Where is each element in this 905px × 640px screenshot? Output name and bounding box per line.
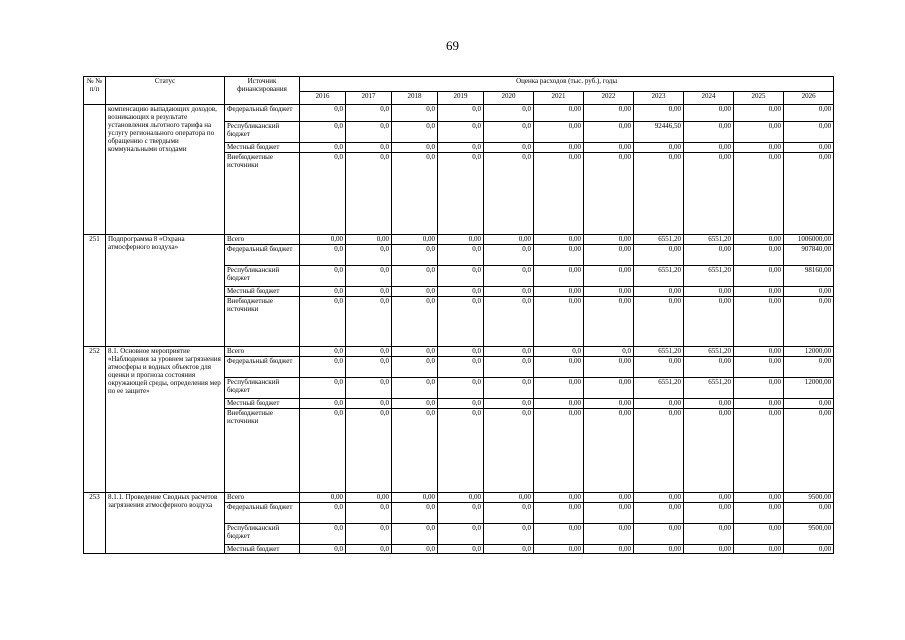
value-cell: 0,00	[584, 378, 634, 399]
value-cell: 0,0	[346, 378, 392, 399]
value-cell: 0,0	[392, 143, 438, 153]
row-number: 251	[84, 235, 106, 347]
value-cell: 0,0	[392, 545, 438, 554]
value-cell: 0,0	[438, 357, 484, 378]
value-cell: 0,0	[392, 409, 438, 493]
value-cell: 0,00	[634, 105, 684, 122]
value-cell: 0,00	[634, 545, 684, 554]
value-cell: 98160,00	[784, 266, 834, 287]
value-cell: 0,00	[784, 399, 834, 409]
value-cell: 0,0	[346, 105, 392, 122]
value-cell: 0,0	[484, 524, 534, 545]
value-cell: 0,00	[534, 153, 584, 235]
value-cell: 0,0	[300, 287, 346, 297]
value-cell: 0,00	[734, 399, 784, 409]
value-cell: 0,00	[534, 143, 584, 153]
value-cell: 0,0	[484, 297, 534, 347]
value-cell: 0,0	[346, 399, 392, 409]
value-cell: 0,0	[438, 347, 484, 357]
value-cell: 0,00	[392, 493, 438, 503]
value-cell: 6551,20	[634, 378, 684, 399]
value-cell: 0,0	[300, 357, 346, 378]
funding-source-cell: Местный бюджет	[225, 143, 300, 153]
value-cell: 0,00	[684, 409, 734, 493]
table-row	[84, 347, 834, 357]
value-cell: 0,00	[784, 287, 834, 297]
value-cell: 6551,20	[684, 347, 734, 357]
value-cell: 0,0	[392, 399, 438, 409]
value-cell: 0,0	[300, 378, 346, 399]
value-cell: 0,0	[346, 357, 392, 378]
value-cell: 0,00	[784, 545, 834, 554]
value-cell: 0,00	[534, 524, 584, 545]
value-cell: 0,00	[584, 287, 634, 297]
value-cell: 0,00	[784, 122, 834, 143]
funding-source-cell: Республиканский бюджет	[225, 266, 300, 287]
value-cell: 0,00	[734, 545, 784, 554]
value-cell: 0,00	[634, 409, 684, 493]
value-cell: 0,0	[392, 524, 438, 545]
budget-table	[83, 76, 834, 554]
value-cell: 0,00	[534, 409, 584, 493]
value-cell: 0,0	[346, 524, 392, 545]
value-cell: 0,00	[392, 235, 438, 245]
funding-source-cell: Местный бюджет	[225, 287, 300, 297]
value-cell: 0,00	[346, 235, 392, 245]
funding-source-cell: Внебюджетные источники	[225, 409, 300, 493]
value-cell: 0,0	[484, 503, 534, 524]
value-cell: 0,00	[684, 493, 734, 503]
value-cell: 0,0	[346, 245, 392, 266]
funding-source-cell: Всего	[225, 347, 300, 357]
value-cell: 0,0	[346, 287, 392, 297]
value-cell: 0,0	[438, 297, 484, 347]
value-cell: 0,0	[438, 409, 484, 493]
value-cell: 0,00	[734, 409, 784, 493]
value-cell: 0,00	[584, 266, 634, 287]
value-cell: 0,0	[392, 245, 438, 266]
header-status: Статус	[106, 77, 225, 105]
value-cell: 6551,20	[634, 266, 684, 287]
value-cell: 0,00	[784, 105, 834, 122]
table-row	[84, 493, 834, 503]
value-cell: 0,0	[484, 545, 534, 554]
value-cell: 0,0	[484, 378, 534, 399]
value-cell: 0,00	[734, 357, 784, 378]
value-cell: 0,00	[584, 524, 634, 545]
value-cell: 0,00	[734, 153, 784, 235]
value-cell: 0,00	[534, 357, 584, 378]
value-cell: 0,00	[684, 105, 734, 122]
value-cell: 0,0	[484, 347, 534, 357]
value-cell: 0,00	[634, 493, 684, 503]
value-cell: 0,00	[784, 409, 834, 493]
value-cell: 0,00	[584, 357, 634, 378]
value-cell: 0,00	[734, 503, 784, 524]
value-cell: 0,0	[300, 503, 346, 524]
value-cell: 0,00	[684, 399, 734, 409]
row-number	[84, 105, 106, 235]
value-cell: 0,0	[392, 347, 438, 357]
value-cell: 0,00	[634, 297, 684, 347]
value-cell: 0,00	[438, 493, 484, 503]
value-cell: 0,0	[438, 122, 484, 143]
value-cell: 0,00	[484, 235, 534, 245]
value-cell: 0,0	[484, 122, 534, 143]
value-cell: 0,0	[438, 399, 484, 409]
value-cell: 0,00	[734, 143, 784, 153]
value-cell: 0,00	[784, 503, 834, 524]
funding-source-cell: Местный бюджет	[225, 545, 300, 554]
value-cell: 0,00	[584, 409, 634, 493]
value-cell: 6551,20	[634, 235, 684, 245]
header-year: 2019	[438, 92, 484, 105]
value-cell: 907840,00	[784, 245, 834, 266]
value-cell: 0,0	[438, 378, 484, 399]
value-cell: 0,0	[392, 287, 438, 297]
value-cell: 0,00	[346, 493, 392, 503]
value-cell: 0,00	[684, 287, 734, 297]
value-cell: 0,00	[584, 297, 634, 347]
value-cell: 6551,20	[684, 378, 734, 399]
value-cell: 0,00	[634, 357, 684, 378]
value-cell: 0,00	[734, 297, 784, 347]
value-cell: 0,00	[684, 153, 734, 235]
page-number: 69	[446, 38, 459, 53]
value-cell: 0,00	[534, 287, 584, 297]
funding-source-cell: Республиканский бюджет	[225, 122, 300, 143]
value-cell: 0,0	[438, 105, 484, 122]
value-cell: 0,0	[484, 399, 534, 409]
value-cell: 92446,50	[634, 122, 684, 143]
value-cell: 0,0	[484, 357, 534, 378]
value-cell: 0,0	[392, 266, 438, 287]
status-cell: 8.1.1. Проведение Сводных расчетов загрязнения атмосферного воздуха	[106, 493, 225, 554]
value-cell: 0,00	[534, 122, 584, 143]
value-cell: 0,00	[534, 399, 584, 409]
table-row	[84, 105, 834, 122]
header-num: № № п/п	[84, 77, 106, 105]
value-cell: 0,0	[438, 545, 484, 554]
value-cell: 0,00	[584, 545, 634, 554]
header-year: 2017	[346, 92, 392, 105]
value-cell: 0,0	[438, 524, 484, 545]
value-cell: 0,0	[484, 143, 534, 153]
value-cell: 0,00	[684, 245, 734, 266]
value-cell: 0,0	[484, 287, 534, 297]
value-cell: 0,00	[584, 493, 634, 503]
value-cell: 0,00	[634, 287, 684, 297]
value-cell: 0,00	[584, 122, 634, 143]
value-cell: 0,00	[684, 143, 734, 153]
status-cell: компенсацию выпадающих доходов, возникающих в результате установления льготного тарифа на услугу регионального оператора по обращению с твердыми коммунальными отходами	[106, 105, 225, 235]
value-cell: 0,00	[634, 503, 684, 524]
row-number: 252	[84, 347, 106, 493]
value-cell: 0,0	[346, 153, 392, 235]
value-cell: 0,0	[584, 347, 634, 357]
value-cell: 0,0	[392, 153, 438, 235]
header-year: 2021	[534, 92, 584, 105]
table-body	[84, 105, 834, 554]
funding-source-cell: Республиканский бюджет	[225, 524, 300, 545]
value-cell: 0,0	[438, 153, 484, 235]
value-cell: 0,0	[300, 143, 346, 153]
value-cell: 0,00	[634, 245, 684, 266]
value-cell: 0,0	[484, 153, 534, 235]
value-cell: 0,0	[534, 347, 584, 357]
value-cell: 0,00	[734, 493, 784, 503]
value-cell: 0,00	[734, 266, 784, 287]
header-year: 2026	[784, 92, 834, 105]
value-cell: 0,00	[734, 347, 784, 357]
status-cell: 8.1. Основное мероприятие «Наблюдения за уровнем загрязнения атмосферы и водных объектов для оценки и прогноза состояния окружающей среды, определения мер по ее защите»	[106, 347, 225, 493]
value-cell: 0,00	[684, 297, 734, 347]
funding-source-cell: Республиканский бюджет	[225, 378, 300, 399]
value-cell: 0,0	[300, 122, 346, 143]
value-cell: 0,0	[346, 122, 392, 143]
funding-source-cell: Всего	[225, 493, 300, 503]
value-cell: 0,0	[438, 287, 484, 297]
value-cell: 0,00	[534, 378, 584, 399]
value-cell: 0,00	[584, 399, 634, 409]
value-cell: 0,0	[300, 105, 346, 122]
value-cell: 0,0	[438, 266, 484, 287]
value-cell: 0,00	[584, 105, 634, 122]
value-cell: 0,00	[300, 235, 346, 245]
value-cell: 0,00	[534, 545, 584, 554]
row-number: 253	[84, 493, 106, 554]
value-cell: 0,00	[684, 122, 734, 143]
value-cell: 0,00	[584, 503, 634, 524]
value-cell: 0,0	[300, 524, 346, 545]
value-cell: 0,00	[534, 266, 584, 287]
value-cell: 0,00	[734, 524, 784, 545]
value-cell: 0,00	[684, 545, 734, 554]
value-cell: 0,00	[584, 143, 634, 153]
value-cell: 0,00	[584, 153, 634, 235]
value-cell: 0,0	[300, 409, 346, 493]
value-cell: 12000,00	[784, 378, 834, 399]
value-cell: 0,0	[346, 347, 392, 357]
value-cell: 9500,00	[784, 493, 834, 503]
value-cell: 0,0	[392, 122, 438, 143]
value-cell: 0,00	[534, 245, 584, 266]
header-source: Источник финансирования	[225, 77, 300, 105]
header-year: 2022	[584, 92, 634, 105]
value-cell: 0,00	[784, 297, 834, 347]
header-year: 2020	[484, 92, 534, 105]
value-cell: 0,0	[346, 143, 392, 153]
value-cell: 0,00	[684, 357, 734, 378]
value-cell: 0,0	[392, 357, 438, 378]
value-cell: 0,0	[346, 266, 392, 287]
value-cell: 0,00	[734, 235, 784, 245]
value-cell: 12000,00	[784, 347, 834, 357]
funding-source-cell: Федеральный бюджет	[225, 105, 300, 122]
funding-source-cell: Внебюджетные источники	[225, 153, 300, 235]
value-cell: 0,0	[300, 153, 346, 235]
funding-source-cell: Внебюджетные источники	[225, 297, 300, 347]
value-cell: 0,0	[484, 105, 534, 122]
status-cell: Подпрограмма 8 «Охрана атмосферного воздуха»	[106, 235, 225, 347]
value-cell: 6551,20	[684, 235, 734, 245]
header-year: 2018	[392, 92, 438, 105]
value-cell: 0,0	[300, 545, 346, 554]
value-cell: 0,00	[784, 357, 834, 378]
value-cell: 0,00	[584, 235, 634, 245]
value-cell: 0,0	[346, 297, 392, 347]
value-cell: 0,0	[300, 347, 346, 357]
value-cell: 0,0	[438, 143, 484, 153]
value-cell: 6551,20	[684, 266, 734, 287]
value-cell: 1006000,00	[784, 235, 834, 245]
value-cell: 0,00	[484, 493, 534, 503]
value-cell: 0,00	[300, 493, 346, 503]
value-cell: 0,0	[484, 266, 534, 287]
funding-source-cell: Федеральный бюджет	[225, 357, 300, 378]
value-cell: 0,0	[300, 399, 346, 409]
value-cell: 0,0	[484, 245, 534, 266]
value-cell: 0,0	[346, 503, 392, 524]
value-cell: 0,0	[392, 378, 438, 399]
value-cell: 9500,00	[784, 524, 834, 545]
value-cell: 0,0	[392, 297, 438, 347]
value-cell: 0,00	[634, 524, 684, 545]
value-cell: 0,00	[534, 297, 584, 347]
value-cell: 0,00	[438, 235, 484, 245]
value-cell: 0,00	[534, 493, 584, 503]
value-cell: 0,0	[300, 266, 346, 287]
header-year: 2025	[734, 92, 784, 105]
value-cell: 0,00	[634, 153, 684, 235]
value-cell: 0,00	[534, 105, 584, 122]
value-cell: 0,00	[634, 399, 684, 409]
value-cell: 0,00	[734, 122, 784, 143]
value-cell: 0,0	[300, 297, 346, 347]
table-row	[84, 235, 834, 245]
value-cell: 0,00	[684, 524, 734, 545]
value-cell: 0,00	[734, 245, 784, 266]
value-cell: 0,0	[392, 105, 438, 122]
value-cell: 0,00	[534, 503, 584, 524]
funding-source-cell: Федеральный бюджет	[225, 503, 300, 524]
value-cell: 0,0	[438, 503, 484, 524]
value-cell: 0,00	[734, 287, 784, 297]
funding-source-cell: Федеральный бюджет	[225, 245, 300, 266]
value-cell: 0,00	[784, 153, 834, 235]
value-cell: 0,00	[784, 143, 834, 153]
value-cell: 0,00	[734, 378, 784, 399]
value-cell: 0,0	[346, 409, 392, 493]
value-cell: 0,0	[438, 245, 484, 266]
value-cell: 0,00	[684, 503, 734, 524]
value-cell: 0,0	[346, 545, 392, 554]
header-costs: Оценка расходов (тыс. руб.), годы	[300, 77, 834, 92]
value-cell: 0,0	[300, 245, 346, 266]
value-cell: 0,00	[584, 245, 634, 266]
value-cell: 0,00	[734, 105, 784, 122]
value-cell: 0,00	[634, 143, 684, 153]
header-year: 2016	[300, 92, 346, 105]
value-cell: 6551,20	[634, 347, 684, 357]
funding-source-cell: Местный бюджет	[225, 399, 300, 409]
value-cell: 0,00	[534, 235, 584, 245]
value-cell: 0,0	[392, 503, 438, 524]
value-cell: 0,0	[484, 409, 534, 493]
funding-source-cell: Всего	[225, 235, 300, 245]
header-year: 2024	[684, 92, 734, 105]
header-year: 2023	[634, 92, 684, 105]
